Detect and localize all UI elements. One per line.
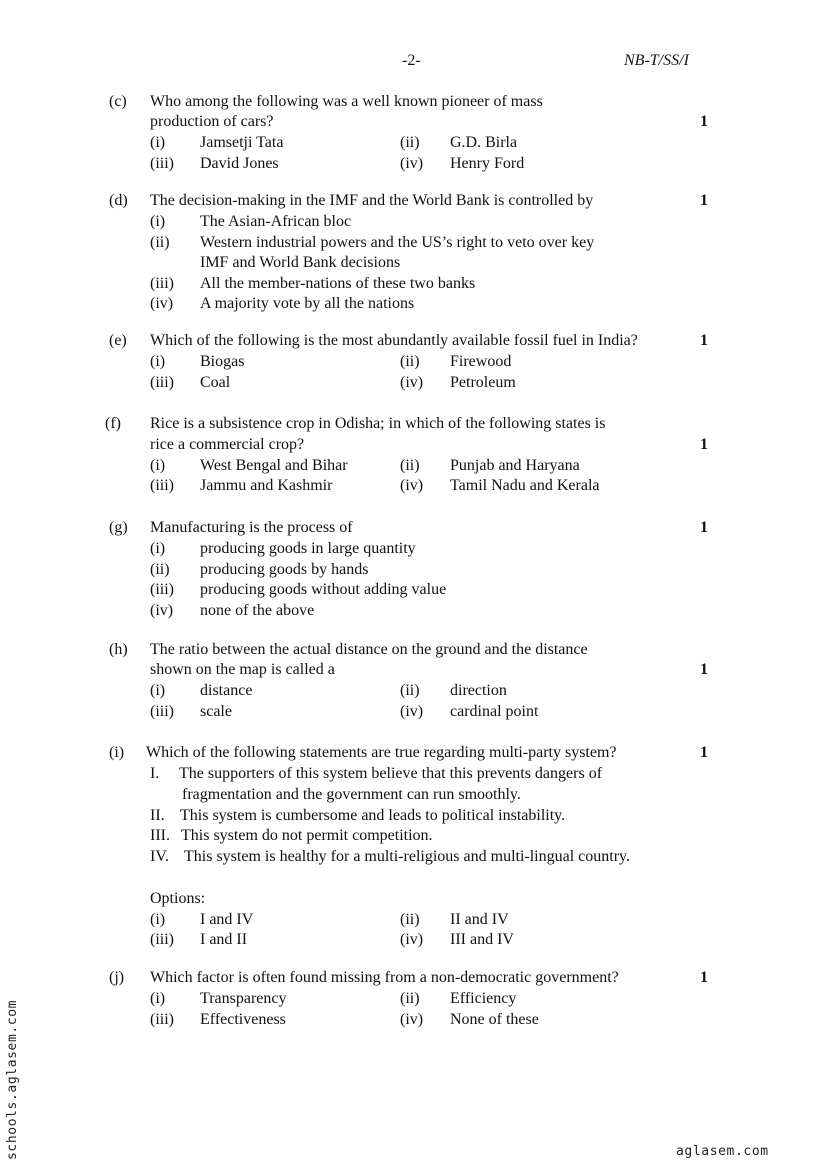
option-numeral: (iv): [400, 155, 424, 172]
option-numeral: (i): [150, 911, 166, 928]
marks: 1: [700, 519, 708, 536]
question-stem-line: Rice is a subsistence crop in Odisha; in which of the following states is: [150, 415, 606, 432]
question-stem-line: The ratio between the actual distance on the ground and the distance: [150, 641, 588, 658]
question-label: (h): [109, 641, 128, 658]
statement-numeral: I.: [150, 765, 160, 782]
option-text: I and IV: [200, 911, 254, 928]
option-text: Coal: [200, 374, 231, 391]
question-stem-line: Which of the following is the most abundantly available fossil fuel in India?: [150, 332, 638, 349]
option-numeral: (iii): [150, 703, 174, 720]
option-numeral: (i): [150, 540, 166, 557]
option-text: none of the above: [200, 602, 315, 619]
question-stem-line: production of cars?: [150, 113, 274, 130]
question-stem-line: Manufacturing is the process of: [150, 519, 353, 536]
question-label: (i): [109, 744, 125, 761]
statement-numeral: II.: [150, 807, 165, 824]
option-text: Petroleum: [450, 374, 516, 391]
option-numeral: (iii): [150, 931, 174, 948]
marks: 1: [700, 969, 708, 986]
option-text: Effectiveness: [200, 1011, 286, 1028]
option-numeral: (i): [150, 990, 166, 1007]
question-stem-line: Which factor is often found missing from a non-democratic government?: [150, 969, 619, 986]
statement-text: This system do not permit competition.: [181, 827, 433, 844]
option-numeral: (i): [150, 213, 166, 230]
option-text: cardinal point: [450, 703, 539, 720]
option-numeral: (ii): [400, 990, 420, 1007]
statement-numeral: III.: [150, 827, 170, 844]
option-numeral: (i): [150, 353, 166, 370]
options-label: Options:: [150, 890, 206, 907]
option-numeral: (iii): [150, 1011, 174, 1028]
marks: 1: [700, 744, 708, 761]
option-numeral: (ii): [400, 911, 420, 928]
option-text: David Jones: [200, 155, 279, 172]
option-text: II and IV: [450, 911, 509, 928]
option-numeral: (i): [150, 682, 166, 699]
option-text: scale: [200, 703, 232, 720]
paper-code: NB-T/SS/I: [624, 52, 689, 69]
option-text: Transparency: [200, 990, 287, 1007]
option-text: producing goods in large quantity: [200, 540, 416, 557]
footer-watermark: aglasem.com: [676, 1144, 769, 1159]
option-text: direction: [450, 682, 507, 699]
statement-text: This system is healthy for a multi-religious and multi-lingual country.: [184, 848, 630, 865]
option-text: Biogas: [200, 353, 245, 370]
option-numeral: (iii): [150, 477, 174, 494]
option-numeral: (iv): [400, 931, 424, 948]
option-numeral: (iv): [400, 374, 424, 391]
option-numeral: (iv): [400, 477, 424, 494]
option-text: Jammu and Kashmir: [200, 477, 333, 494]
marks: 1: [700, 436, 708, 453]
option-numeral: (iv): [150, 295, 174, 312]
option-text: None of these: [450, 1011, 539, 1028]
page-number: -2-: [402, 52, 421, 69]
option-text: Western industrial powers and the US’s right to veto over key: [200, 234, 595, 251]
question-label: (d): [109, 192, 128, 209]
marks: 1: [700, 192, 708, 209]
option-numeral: (ii): [400, 134, 420, 151]
option-numeral: (ii): [400, 457, 420, 474]
option-text: I and II: [200, 931, 248, 948]
question-stem-line: rice a commercial crop?: [150, 436, 305, 453]
option-text: A majority vote by all the nations: [200, 295, 415, 312]
marks: 1: [700, 661, 708, 678]
statement-text: The supporters of this system believe that this prevents dangers of: [179, 765, 603, 782]
question-label: (g): [109, 519, 128, 536]
option-numeral: (ii): [400, 353, 420, 370]
option-numeral: (i): [150, 134, 166, 151]
question-label: (j): [109, 969, 125, 986]
option-text: Henry Ford: [450, 155, 525, 172]
option-text: producing goods without adding value: [200, 581, 447, 598]
option-text: III and IV: [450, 931, 514, 948]
option-text: West Bengal and Bihar: [200, 457, 348, 474]
side-watermark: schools.aglasem.com: [5, 999, 20, 1160]
option-text-continued: IMF and World Bank decisions: [200, 254, 401, 271]
marks: 1: [700, 332, 708, 349]
option-numeral: (iii): [150, 155, 174, 172]
option-text: Punjab and Haryana: [450, 457, 580, 474]
option-numeral: (ii): [400, 682, 420, 699]
option-text: G.D. Birla: [450, 134, 518, 151]
marks: 1: [700, 113, 708, 130]
option-text: The Asian-African bloc: [200, 213, 352, 230]
option-numeral: (ii): [150, 561, 170, 578]
option-text: producing goods by hands: [200, 561, 369, 578]
option-numeral: (iv): [400, 1011, 424, 1028]
option-text: Firewood: [450, 353, 512, 370]
option-numeral: (iv): [400, 703, 424, 720]
statement-text-continued: fragmentation and the government can run smoothly.: [182, 786, 521, 803]
option-text: Jamsetji Tata: [200, 134, 284, 151]
option-numeral: (i): [150, 457, 166, 474]
statement-text: This system is cumbersome and leads to political instability.: [180, 807, 566, 824]
question-label: (c): [109, 93, 127, 110]
statement-numeral: IV.: [150, 848, 169, 865]
option-numeral: (ii): [150, 234, 170, 251]
option-text: All the member-nations of these two banks: [200, 275, 476, 292]
option-numeral: (iv): [150, 602, 174, 619]
option-numeral: (iii): [150, 581, 174, 598]
option-text: distance: [200, 682, 253, 699]
question-stem-line: Who among the following was a well known pioneer of mass: [150, 93, 543, 110]
option-numeral: (iii): [150, 275, 174, 292]
question-label: (e): [109, 332, 127, 349]
option-text: Tamil Nadu and Kerala: [450, 477, 600, 494]
option-text: Efficiency: [450, 990, 517, 1007]
question-label: (f): [105, 415, 121, 432]
option-numeral: (iii): [150, 374, 174, 391]
question-stem-line: The decision-making in the IMF and the World Bank is controlled by: [150, 192, 594, 209]
question-stem-line: shown on the map is called a: [150, 661, 335, 678]
question-stem-line: Which of the following statements are true regarding multi-party system?: [146, 744, 617, 761]
